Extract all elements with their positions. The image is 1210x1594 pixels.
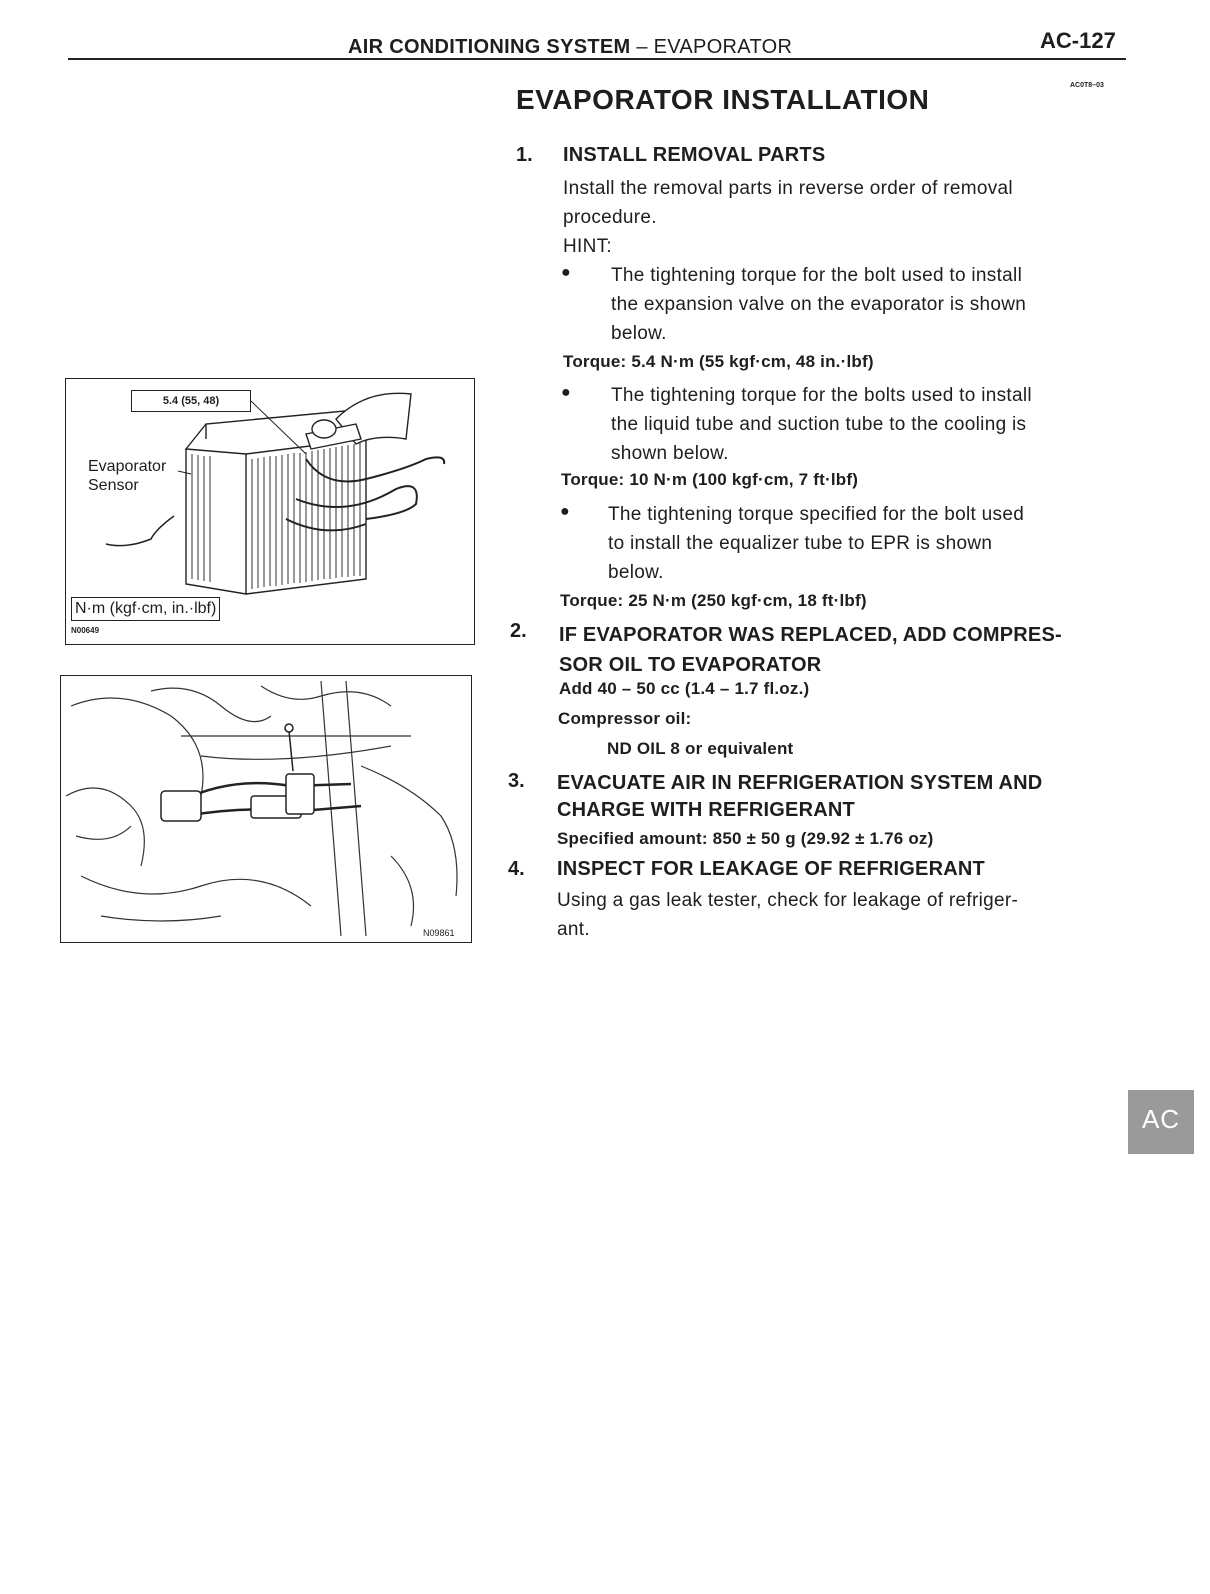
bullet-line: the expansion valve on the evaporator is shown	[611, 294, 1027, 315]
bullet-icon: ●	[561, 384, 571, 401]
torque-callout: 5.4 (55, 48)	[131, 390, 251, 412]
step-4-heading: INSPECT FOR LEAKAGE OF REFRIGERANT	[557, 858, 985, 880]
compressor-oil-label: Compressor oil:	[558, 709, 692, 728]
bullet-line: below.	[608, 562, 664, 583]
document-code: AC0T8–03	[1070, 82, 1104, 89]
step-2-heading	[559, 620, 1062, 680]
step-2-heading-line: IF EVAPORATOR WAS REPLACED, ADD COMPRES-	[559, 624, 1062, 646]
header-dash: –	[636, 36, 648, 58]
torque-spec-1: Torque: 5.4 N·m (55 kgf·cm, 48 in.·lbf)	[563, 352, 874, 371]
bullet-line: The tightening torque for the bolts used to install	[611, 385, 1032, 406]
step-2-heading-line: SOR OIL TO EVAPORATOR	[559, 654, 822, 676]
figure-1-code: N00649	[71, 626, 100, 635]
bullet-icon: ●	[561, 264, 571, 281]
bullet-line: The tightening torque for the bolt used to install	[611, 265, 1023, 286]
oil-amount: Add 40 – 50 cc (1.4 – 1.7 fl.oz.)	[559, 679, 810, 698]
compressor-oil-value: ND OIL 8 or equivalent	[607, 739, 794, 758]
step-3-heading-line: CHARGE WITH REFRIGERANT	[557, 799, 855, 821]
units-legend: N·m (kgf·cm, in.·lbf)	[71, 597, 220, 621]
bullet-line: the liquid tube and suction tube to the cooling is	[611, 414, 1027, 435]
bullet-3-text	[608, 500, 1024, 587]
hint-label: HINT:	[563, 236, 612, 257]
step-3-heading-line: EVACUATE AIR IN REFRIGERATION SYSTEM AND	[557, 772, 1043, 794]
running-header	[348, 36, 792, 59]
evaporator-figure	[65, 378, 475, 645]
figure-2-code: N09861	[423, 928, 455, 938]
bullet-line: below.	[611, 323, 667, 344]
bullet-1-text	[611, 261, 1026, 348]
bullet-line: The tightening torque specified for the bolt used	[608, 504, 1025, 525]
section-tab	[1128, 1090, 1194, 1154]
sensor-label-line: Evaporator	[88, 458, 167, 475]
header-title-main: AIR CONDITIONING SYSTEM	[348, 36, 631, 58]
header-title-sub: EVAPORATOR	[653, 36, 793, 58]
step-3-heading	[557, 770, 1042, 824]
sensor-label-line: Sensor	[88, 477, 139, 494]
step-4-text-line: ant.	[557, 919, 590, 940]
torque-spec-2: Torque: 10 N·m (100 kgf·cm, 7 ft·lbf)	[561, 470, 859, 489]
section-title: EVAPORATOR INSTALLATION	[516, 84, 930, 115]
step-4-number: 4.	[508, 858, 525, 880]
step-4-text	[557, 886, 1018, 944]
bullet-line: to install the equalizer tube to EPR is shown	[608, 533, 993, 554]
header-rule	[68, 58, 1126, 60]
refrigerant-amount: Specified amount: 850 ± 50 g (29.92 ± 1.76 oz)	[557, 829, 934, 848]
bullet-2-text	[611, 381, 1032, 468]
evaporator-sensor-label	[88, 457, 166, 495]
step-1-text	[563, 174, 1013, 261]
step-4-text-line: Using a gas leak tester, check for leakage of refriger-	[557, 890, 1019, 911]
bullet-line: shown below.	[611, 443, 729, 464]
step-1-heading: INSTALL REMOVAL PARTS	[563, 144, 826, 166]
section-tab-label: AC	[1141, 1104, 1181, 1134]
engine-compartment-figure	[60, 675, 472, 943]
step-3-number: 3.	[508, 770, 525, 792]
step-1-number: 1.	[516, 144, 533, 166]
bullet-icon: ●	[560, 503, 570, 520]
torque-spec-3: Torque: 25 N·m (250 kgf·cm, 18 ft·lbf)	[560, 591, 867, 610]
step-1-text-line: Install the removal parts in reverse order of removal	[563, 178, 1013, 199]
step-2-number: 2.	[510, 620, 527, 642]
page-number: AC-127	[1040, 28, 1116, 53]
step-1-text-line: procedure.	[563, 207, 657, 228]
engine-compartment-illustration	[61, 676, 471, 942]
